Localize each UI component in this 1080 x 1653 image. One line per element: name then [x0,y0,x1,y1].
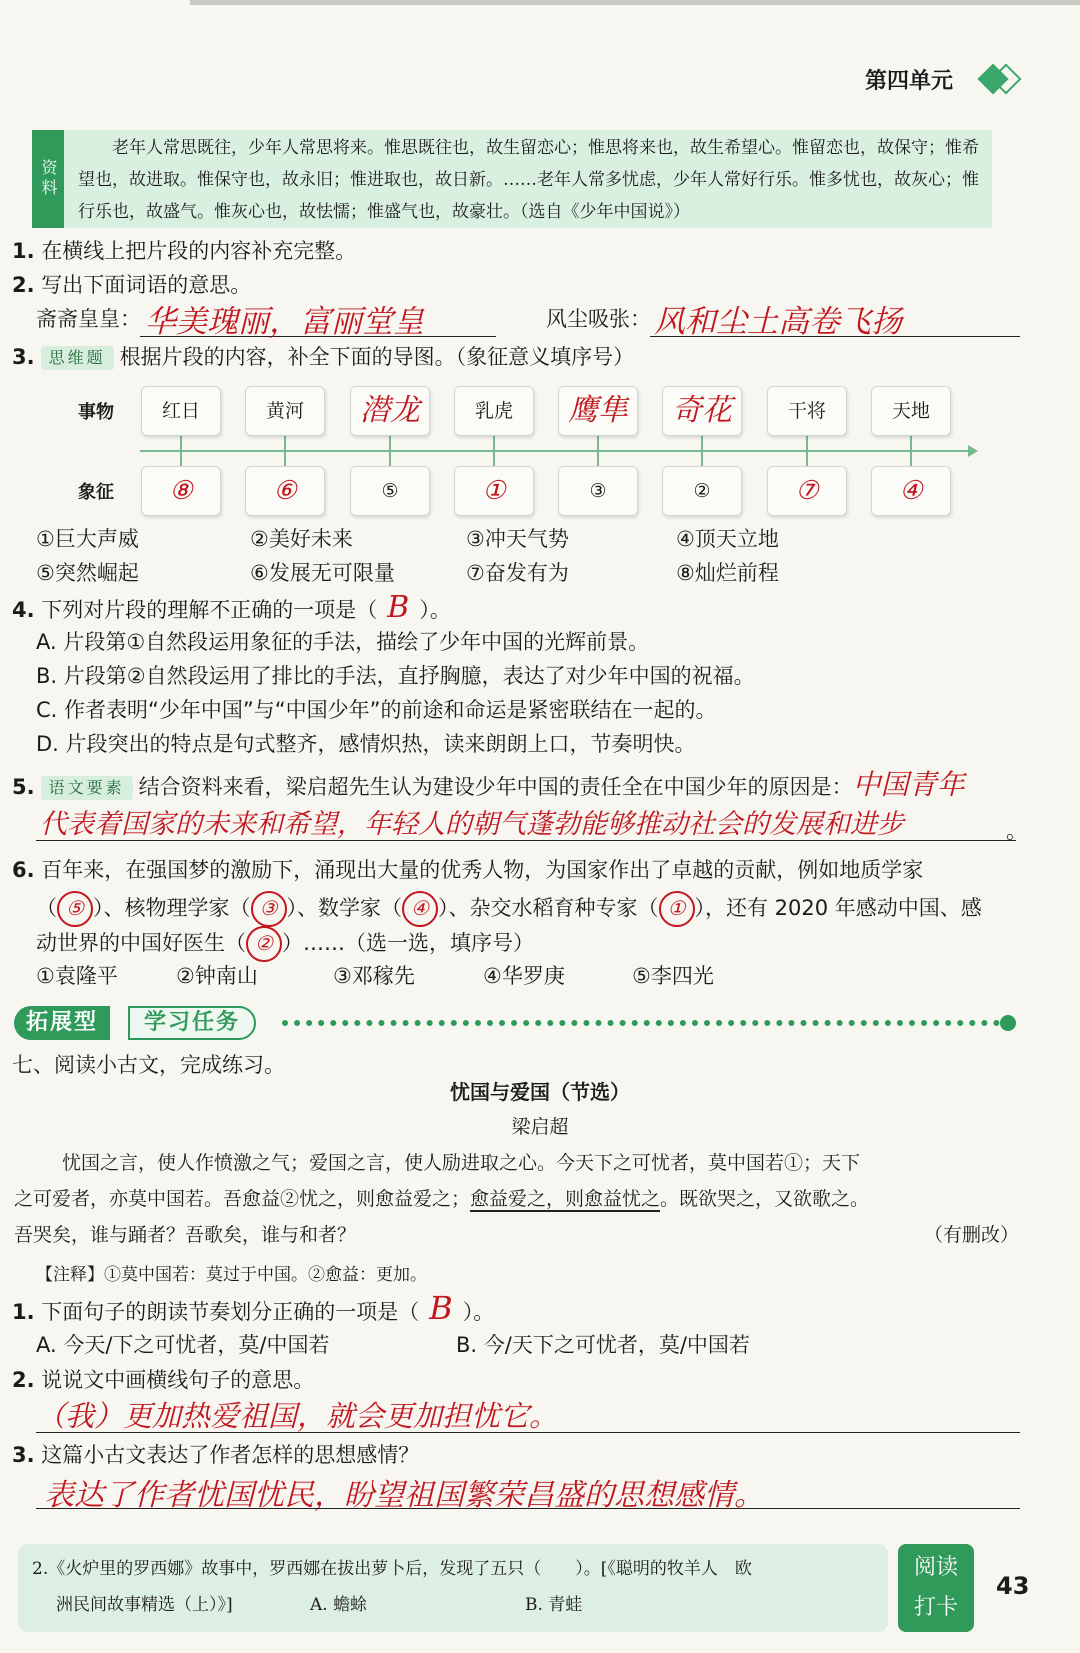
question-6: 6. 百年来，在强国梦的激励下，涌现出大量的优秀人物，为国家作出了卓越的贡献，例如地质学家 [12,858,924,882]
reading-checkin-badge: 阅读 打卡 [898,1544,974,1632]
q4-option-c: C. 作者表明“少年中国”与“中国少年”的前途和命运是紧密联结在一起的。 [36,698,717,722]
section-dotted-line [282,1020,1000,1026]
question-4: 4. 下列对片段的理解不正确的一项是（ B ）。 [12,590,451,625]
sub-question-3: 3. 这篇小古文表达了作者怎样的思想感情？ [12,1443,420,1467]
connector [284,436,286,466]
answer-q6-4: ① [659,891,695,927]
answer-q6-5: ② [246,926,282,962]
answer-q5-a: 中国青年 [852,768,965,801]
passage-author: 梁启超 [511,1116,569,1138]
passage-source-note: （有删改） [924,1224,1020,1246]
connector [180,436,182,466]
footer-option-a: A. 蟾蜍 [310,1595,368,1615]
arrow-head-icon [968,445,978,457]
answer-sq3: 表达了作者忧国忧民，盼望祖国繁荣昌盛的思想感情。 [44,1478,764,1513]
row-label-things: 事物 [78,402,114,423]
term-2: 风尘吸张： [546,307,651,331]
connector [597,436,599,466]
question-3: 3. 思维题 根据片段的内容，补全下面的导图。（象征意义填序号） [12,345,635,369]
passage-line-1: 忧国之言，使人作愤激之气；爱国之言，使人励进取之心。今天下之可忧者，莫中国若①；天下 [62,1152,861,1174]
passage-line-2: 之可爱者，亦莫中国若。吾愈益②忧之，则愈益爱之；愈益爱之，则愈益忧之。既欲哭之，又欲歌之。 [14,1188,870,1210]
thing-cell-answer: 奇花 [662,386,742,436]
answer-q4: B [387,590,410,625]
symbol-option: ④顶天立地 [676,527,779,551]
section-dot-icon [1000,1015,1016,1031]
question-2: 2. 写出下面词语的意思。 [12,273,252,297]
annotation: 【注释】①莫中国若：莫过于中国。②愈益：更加。 [36,1265,427,1285]
symbol-option: ⑧灿烂前程 [676,561,779,585]
symbol-option: ⑦奋发有为 [466,561,569,585]
answer-line-sq2 [36,1432,1020,1433]
answer-sq1: B [429,1289,453,1327]
connector [493,436,495,466]
symbol-option: ③冲天气势 [466,527,569,551]
row-label-symbols: 象征 [78,482,114,503]
q6-option: ④华罗庚 [483,964,565,988]
question-1: 1. 在横线上把片段的内容补充完整。 [12,239,357,263]
passage-line-3: 吾哭矣，谁与踊者？吾歌矣，谁与和者？ [14,1224,357,1246]
answer-q6-2: ③ [251,891,287,927]
connector [910,436,912,466]
sub-question-2: 2. 说说文中画横线句子的意思。 [12,1368,315,1392]
answer-term-1: 华美瑰丽，富丽堂皇 [145,304,424,340]
section-title: 学习任务 [128,1006,256,1040]
thing-cell-answer: 鹰隼 [558,386,638,436]
sq1-option-b: B. 今/天下之可忧者，莫/中国若 [456,1333,750,1357]
answer-sq2: （我）更加热爱祖国，就会更加担忧它。 [36,1399,559,1433]
answer-q5-b: 代表着国家的未来和希望，年轻人的朝气蓬勃能够推动社会的发展和进步 [40,809,904,840]
answer-line-sq3 [36,1508,1020,1509]
term-1: 斋斋皇皇： [36,307,141,331]
answer-term-2: 风和尘土高卷飞扬 [654,304,902,340]
symbol-cell-answer: ⑦ [767,466,847,516]
section-badge: 拓展型 [14,1006,110,1040]
symbol-option: ②美好未来 [250,527,353,551]
symbol-option: ⑥发展无可限量 [250,561,395,585]
q6-option: ⑤李四光 [632,964,714,988]
sub-question-1: 1. 下面句子的朗读节奏划分正确的一项是（ B ）。 [12,1289,495,1327]
q4-option-b: B. 片段第②自然段运用了排比的手法，直抒胸臆，表达了对少年中国的祝福。 [36,664,755,688]
thing-cell: 干将 [767,386,847,436]
map-arrow-line [140,450,972,452]
thing-cell: 天地 [871,386,951,436]
connector [806,436,808,466]
symbol-cell: ⑤ [350,466,430,516]
symbol-cell: ③ [558,466,638,516]
part7-heading: 七、阅读小古文，完成练习。 [12,1053,285,1077]
thing-cell-answer: 潜龙 [350,386,430,436]
sq1-option-a: A. 今天/下之可忧者，莫/中国若 [36,1333,330,1357]
symbol-cell-answer: ⑧ [141,466,221,516]
q6-option: ③邓稼先 [333,964,415,988]
q4-option-a: A. 片段第①自然段运用象征的手法，描绘了少年中国的光辉前景。 [36,630,650,654]
thing-cell: 黄河 [245,386,325,436]
symbol-cell: ② [662,466,742,516]
answer-q6-1: ⑤ [57,891,93,927]
passage-title: 忧国与爱国（节选） [450,1080,630,1104]
symbol-cell-answer: ⑥ [245,466,325,516]
answer-q6-3: ④ [402,891,438,927]
symbol-cell-answer: ① [454,466,534,516]
footer-option-b: B. 青蛙 [525,1595,583,1615]
material-text: 老年人常思既往，少年人常思将来。惟思既往也，故生留恋心；惟思将来也，故生希望心。惟留恋也，故保守；惟希望也，故进取。惟保守也，故永旧；惟进取也，故日新。……老年人常多忧虑，少年人常好行乐。惟多忧也，故灰心；惟行乐也，故盛气。惟灰心也，故怯懦；惟盛气也，故豪壮。（选自《少年中国说》） [78,138,979,222]
q6-option: ②钟南山 [176,964,258,988]
q6-option: ①袁隆平 [36,964,118,988]
q6-line-2: （ ⑤ ）、核物理学家（ ③ ）、数学家（ ④ ）、杂交水稻育种专家（ ① ），还有 2020 年感动中国、感 [36,891,982,927]
connector [389,436,391,466]
underlined-sentence: 愈益爱之，则愈益忧之 [470,1188,661,1210]
page-number: 43 [996,1572,1030,1600]
symbol-option: ①巨大声威 [36,527,139,551]
connector [701,436,703,466]
footer-line-2: 洲民间故事精选（上）》] [56,1595,233,1615]
footer-line-1: 2.《火炉里的罗西娜》故事中，罗西娜在拔出萝卜后，发现了五只（ ）。[《聪明的牧羊人 欧 [32,1559,752,1579]
q6-line-3: 动世界的中国好医生（ ② ）……（选一选，填序号） [36,926,534,962]
symbol-cell-answer: ④ [871,466,951,516]
symbol-option: ⑤突然崛起 [36,561,139,585]
thing-cell: 红日 [141,386,221,436]
top-bar [190,0,1080,5]
q5-end: 。 [1006,819,1027,843]
material-tag: 资料 [32,130,64,228]
question-5: 5. 语文要素 结合资料来看，梁启超先生认为建设少年中国的责任全在中国少年的原因是：中国青年 [12,768,965,801]
q4-option-d: D. 片段突出的特点是句式整齐，感情炽热，读来朗朗上口，节奏明快。 [36,732,696,756]
unit-title: 第四单元 [865,69,954,94]
thing-cell: 乳虎 [454,386,534,436]
